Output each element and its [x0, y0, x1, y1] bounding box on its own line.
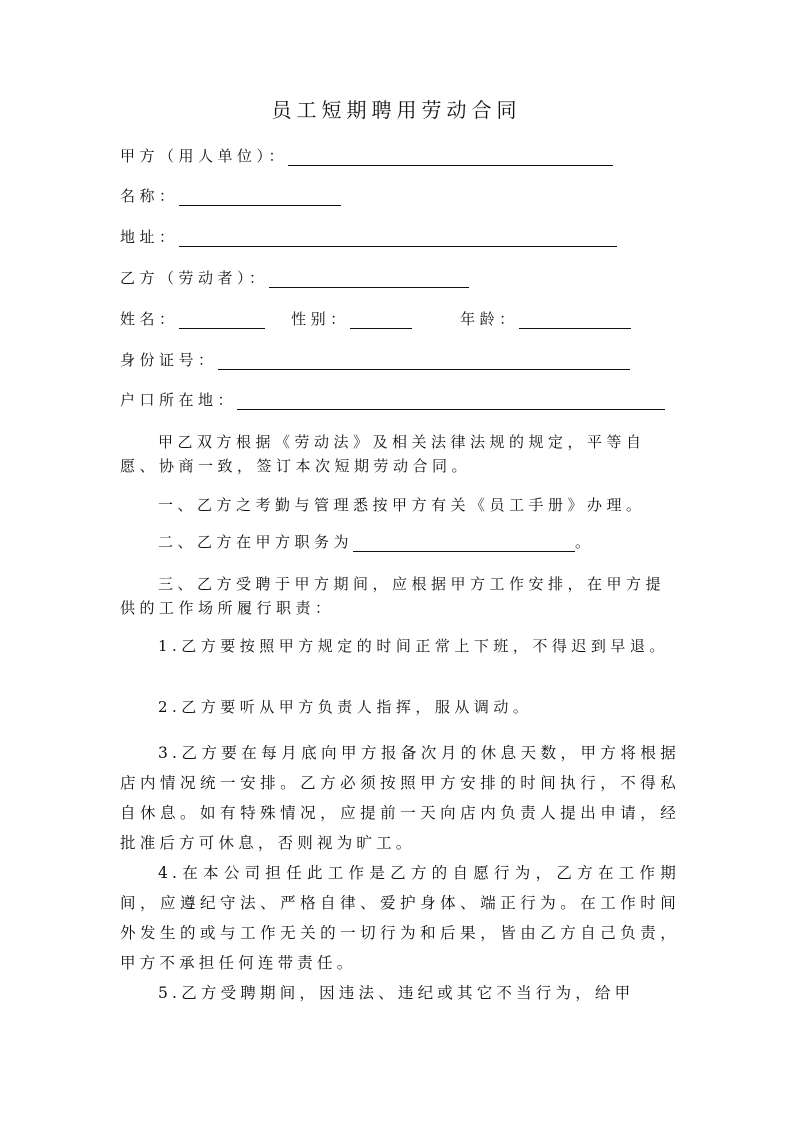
address-label: 地址： [120, 228, 179, 246]
item-2 [120, 692, 680, 722]
clause-1-text: 一、乙方之考勤与管理悉按甲方有关《员工手册》办理。 [158, 496, 646, 514]
intro-paragraph [120, 430, 680, 478]
id-number-blank[interactable] [218, 351, 630, 370]
age-blank[interactable] [519, 310, 631, 329]
clause-2-prefix: 二、乙方在甲方职务为 [158, 533, 354, 551]
item-4 [120, 858, 680, 978]
clause-3 [120, 572, 680, 620]
household-label: 户口所在地： [120, 391, 238, 409]
intro-text: 甲乙双方根据《劳动法》及相关法律法规的规定，平等自愿、协商一致，签订本次短期劳动合同。 [120, 433, 646, 475]
party-a-label: 甲方（用人单位）： [120, 147, 289, 165]
item-5-text: 5.乙方受聘期间，因违法、违纪或其它不当行为，给甲 [158, 984, 635, 1002]
gender-blank[interactable] [350, 310, 412, 329]
address-row [120, 227, 617, 247]
party-b-row [120, 268, 469, 288]
party-a-row [120, 146, 613, 166]
id-number-label: 身份证号： [120, 351, 218, 369]
household-row [120, 390, 665, 410]
item-3-text: 3.乙方要在每月底向甲方报备次月的休息天数，甲方将根据店内情况统一安排。乙方必须按照甲方安排的时间执行，不得私自休息。如有特殊情况，应提前一天向店内负责人提出申请，经批准后方可休息，否则视为旷工。 [120, 744, 680, 852]
party-b-blank[interactable] [269, 269, 469, 288]
household-blank[interactable] [237, 391, 665, 410]
item-1-text: 1.乙方要按照甲方规定的时间正常上下班，不得迟到早退。 [158, 637, 669, 655]
address-blank[interactable] [179, 228, 617, 247]
gender-label: 性别： [291, 310, 350, 328]
party-a-blank[interactable] [288, 147, 613, 166]
clause-2-suffix: 。 [575, 533, 595, 551]
name-blank[interactable] [179, 187, 341, 206]
surname-blank[interactable] [179, 310, 265, 329]
item-5 [120, 978, 680, 1008]
surname-label: 姓名： [120, 310, 179, 328]
clause-3-text: 三、乙方受聘于甲方期间，应根据甲方工作安排，在甲方提供的工作场所履行职责： [120, 575, 666, 617]
name-label: 名称： [120, 187, 179, 205]
clause-1 [120, 490, 680, 520]
item-2-text: 2.乙方要听从甲方负责人指挥，服从调动。 [158, 698, 533, 716]
item-3 [120, 738, 680, 858]
document-title: 员工短期聘用劳动合同 [271, 98, 522, 122]
name-row [120, 186, 341, 206]
position-blank[interactable] [353, 533, 575, 552]
person-info-row [120, 309, 631, 329]
item-1 [120, 634, 680, 658]
item-4-text: 4.在本公司担任此工作是乙方的自愿行为，乙方在工作期间，应遵纪守法、严格自律、爱护身体、端正行为。在工作时间外发生的或与工作无关的一切行为和后果，皆由乙方自己负责，甲方不承担任何连带责任。 [120, 864, 680, 972]
party-b-label: 乙方（劳动者）： [120, 269, 269, 287]
clause-2 [158, 532, 595, 552]
id-number-row [120, 350, 630, 370]
age-label: 年龄： [460, 310, 519, 328]
